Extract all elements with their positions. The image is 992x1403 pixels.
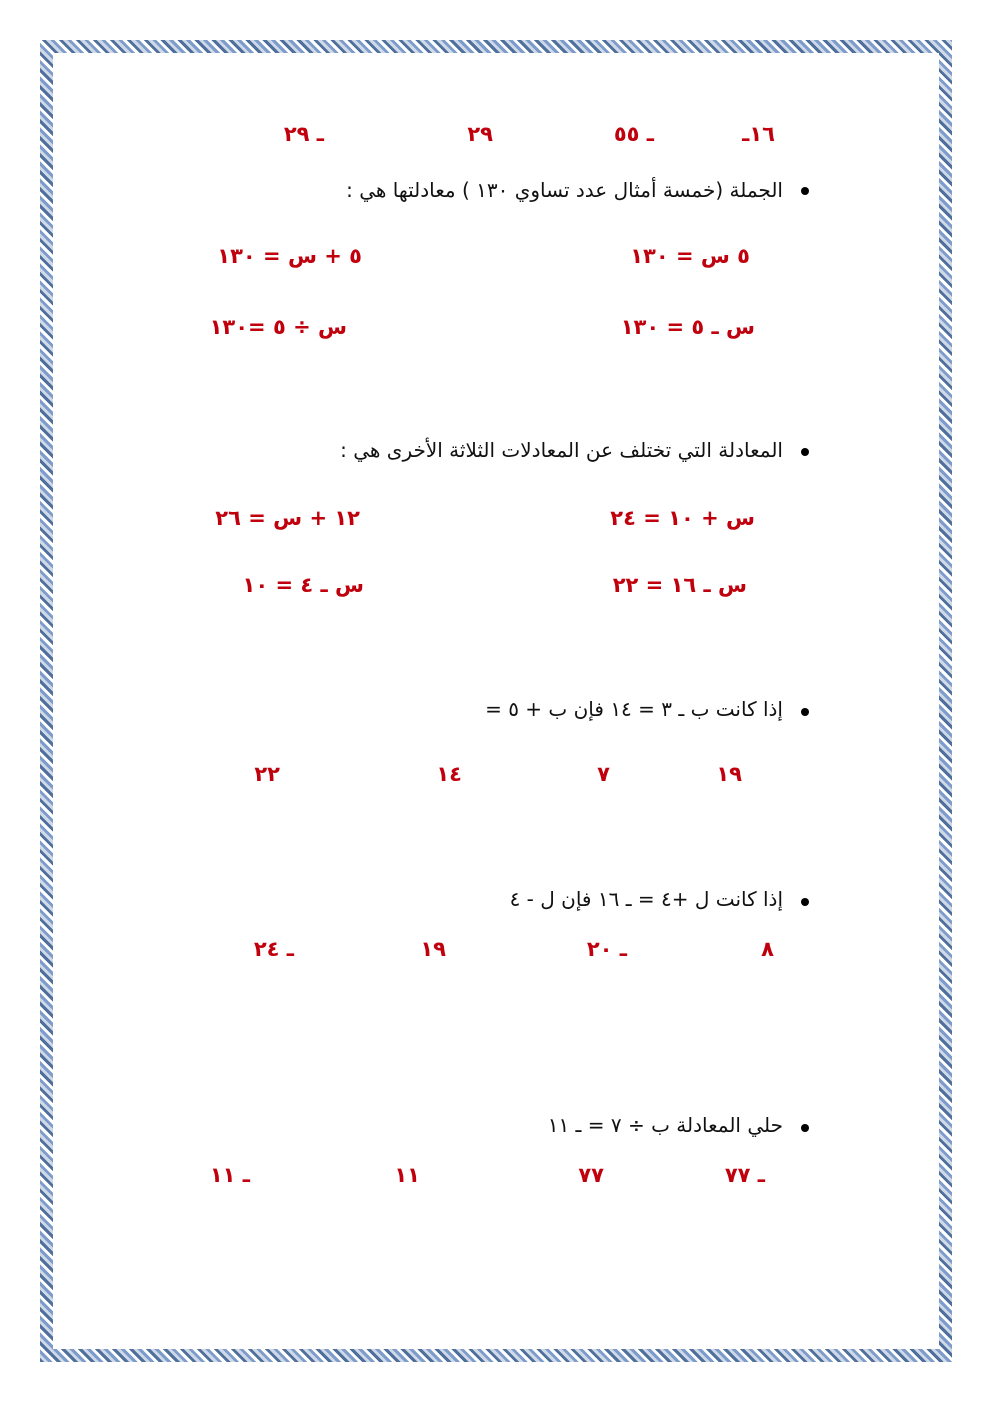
q0-option-1[interactable]: ١٦ـ	[742, 122, 775, 146]
q3-option-2[interactable]: ٧	[597, 762, 610, 786]
q0-option-4[interactable]: ـ ٢٩	[283, 122, 324, 146]
q5-option-2[interactable]: ٧٧	[578, 1163, 604, 1187]
q4-option-3[interactable]: ١٩	[420, 937, 446, 961]
bullet-icon	[801, 187, 809, 195]
q4-option-1[interactable]: ٨	[761, 937, 774, 961]
q2-option-1[interactable]: س + ١٠ = ٢٤	[610, 506, 755, 530]
bullet-icon	[801, 448, 809, 456]
question-2-text: المعادلة التي تختلف عن المعادلات الثلاثة الأخرى هي :	[340, 438, 783, 462]
q0-option-2[interactable]: ـ ٥٥	[613, 122, 654, 146]
bullet-icon	[801, 898, 809, 906]
q2-option-3[interactable]: س ـ ١٦ = ٢٢	[612, 573, 747, 597]
q5-option-3[interactable]: ١١	[394, 1163, 420, 1187]
q4-option-2[interactable]: ـ ٢٠	[586, 937, 627, 961]
question-5-text: حلي المعادلة ب ÷ ٧ = ـ ١١	[547, 1113, 783, 1137]
q3-option-1[interactable]: ١٩	[716, 762, 742, 786]
question-4-text: إذا كانت ل +٤ = ـ ١٦ فإن ل - ٤	[509, 887, 783, 911]
question-3-text: إذا كانت ب ـ ٣ = ١٤ فإن ب + ٥ =	[485, 697, 783, 721]
q2-option-4[interactable]: س ـ ٤ = ١٠	[242, 573, 364, 597]
q5-option-4[interactable]: ـ ١١	[209, 1163, 250, 1187]
bullet-icon	[801, 1124, 809, 1132]
q4-option-4[interactable]: ـ ٢٤	[253, 937, 294, 961]
bullet-icon	[801, 708, 809, 716]
q1-option-3[interactable]: س ـ ٥ = ١٣٠	[620, 315, 755, 339]
q1-option-4[interactable]: س ÷ ٥ =١٣٠	[209, 315, 347, 339]
q0-option-3[interactable]: ٢٩	[467, 122, 493, 146]
q2-option-2[interactable]: ١٢ + س = ٢٦	[215, 506, 360, 530]
q1-option-1[interactable]: ٥ س = ١٣٠	[630, 244, 750, 268]
question-1-text: الجملة (خمسة أمثال عدد تساوي ١٣٠ ) معادلتها هي :	[346, 178, 783, 202]
q5-option-1[interactable]: ـ ٧٧	[724, 1163, 765, 1187]
q3-option-4[interactable]: ٢٢	[254, 762, 280, 786]
q1-option-2[interactable]: ٥ + س = ١٣٠	[217, 244, 362, 268]
q3-option-3[interactable]: ١٤	[436, 762, 462, 786]
